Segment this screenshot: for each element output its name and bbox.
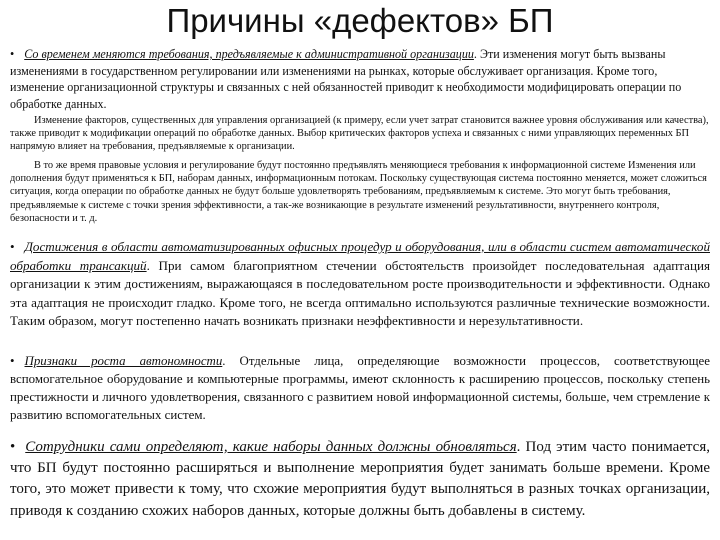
paragraph-lead: Признаки роста автономности [24, 354, 223, 368]
paragraph-body: . Эти изменения могут быть вызваны изменениями в государственном регулировании или изменениями на рынках, которые обслуживает организация. Кроме того, изменение организационной структуры и связанных с ней обязанностей приводит к необходимости модифицировать операции по обработке данных. [10, 47, 682, 111]
paragraph-lead: Со временем меняются требования, предъявляемые к административной организации [24, 47, 474, 61]
bullet-icon: • [10, 439, 16, 455]
paragraph-body: . При самом благоприятном стечении обстоятельств произойдет последовательная адаптация организации к этим достижениям, выражающаяся в последовательном росте производительности и эффективности. Однако эта адаптация не происходит гладко. Кроме того, не всегда оптимально используются различные технические возможности. Таким образом, могут постепенно начать возникать признаки неэффективности и нерезультативности. [10, 257, 710, 329]
bullet-icon: • [10, 354, 15, 368]
paragraph-autonomy-growth [10, 352, 710, 424]
paragraph-requirements-change [10, 46, 710, 112]
paragraph-automation-advances [10, 238, 710, 331]
paragraph-body: . Под этим часто понимается, что БП будут постоянно расширяться и выполнение мероприятия будет занимать больше времени. Кроме того, это может привести к тому, что схожие мероприятия будут выполняться в разных точках организации, приводя к созданию схожих наборов данных, которые должны быть добавлены в систему. [10, 439, 710, 519]
subparagraph-text: В то же время правовые условия и регулирование будут постоянно предъявлять меняющиеся требования к информационной системе Изменения или дополнения будут применяться к БП, наборам данных, информационным потокам. Поскольку существующая система постоянно меняется, может сложиться ситуация, когда операции по обработке данных не будут больше удовлетворять требованиям, предъявляемым к системе. Это могут быть требования, предъявляемые к системе с точки зрения эффективности, а так-же возникающие в результате изменений результативности, внутреннего контроля, безопасности и т. д. [10, 160, 707, 224]
paragraph-lead: Достижения в области автоматизированных офисных процедур и оборудования, или в области систем автоматической обработки трансакций [10, 239, 710, 273]
paragraph-body: . Отдельные лица, определяющие возможности процессов, соответствующее вспомогательное оборудование и компьютерные программы, имеют склонность к расширению процессов, поскольку степень престижности и личного удовлетворения, связанного с развитием новой информационной системы, больше, чем стремление к развитию вспомогательных систем. [10, 354, 710, 422]
subparagraph-text: Изменение факторов, существенных для управления организацией (к примеру, если учет затрат становится важнее уровня обслуживания или качества), также приводит к модификации операций по обработке данных. Выбор критических факторов успеха и связанных с ними управляющих переменных БП напрямую влияет на требования, предъявляемые к организации. [10, 115, 709, 153]
paragraph-lead: Сотрудники сами определяют, какие наборы данных должны обновляться [25, 439, 517, 455]
bullet-icon: • [10, 47, 15, 61]
subparagraph-legal-conditions [10, 159, 710, 225]
slide-title: Причины «дефектов» БП [166, 2, 554, 39]
subparagraph-critical-factors [10, 114, 710, 154]
bullet-icon: • [10, 239, 15, 254]
paragraph-employees-datasets [10, 437, 710, 522]
